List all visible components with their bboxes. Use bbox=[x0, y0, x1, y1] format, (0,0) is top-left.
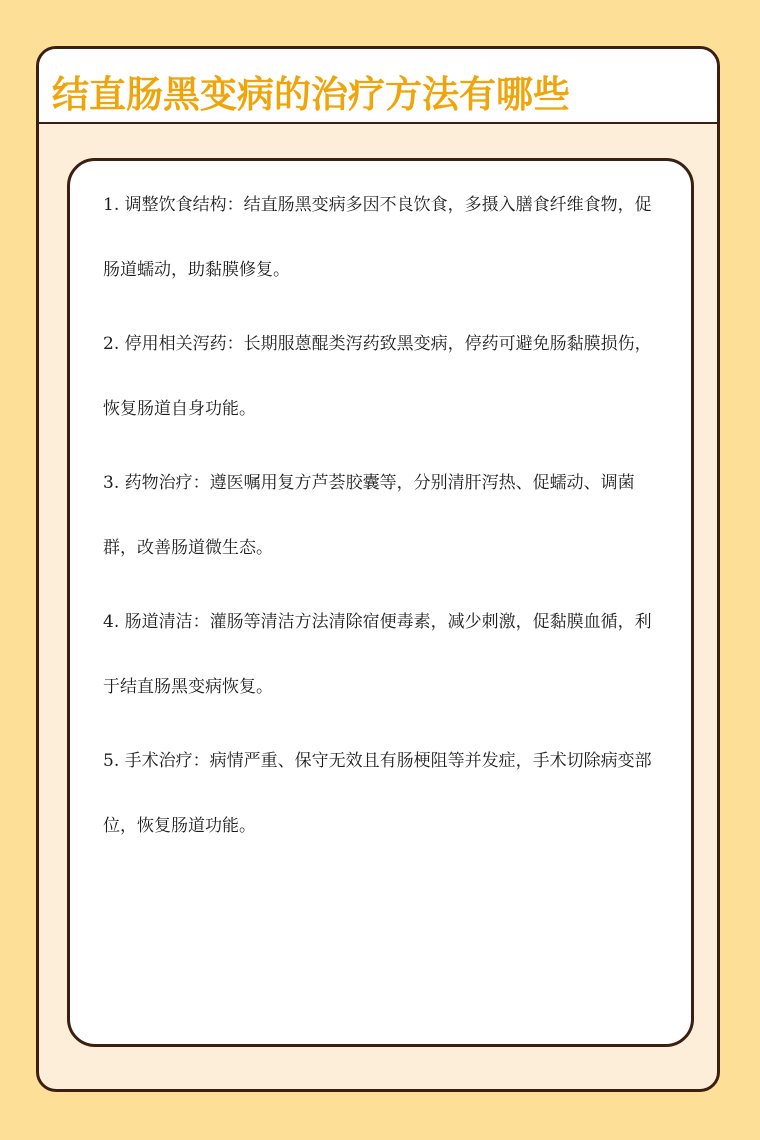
item-text: 手术治疗：病情严重、保守无效且有肠梗阻等并发症，手术切除病变部位，恢复肠道功能。 bbox=[103, 751, 652, 836]
list-item bbox=[103, 590, 663, 720]
item-number: 1. bbox=[103, 195, 125, 215]
item-number: 2. bbox=[103, 334, 125, 354]
item-text: 药物治疗：遵医嘱用复方芦荟胶囊等，分别清肝泻热、促蠕动、调菌群，改善肠道微生态。 bbox=[103, 473, 635, 558]
list-item bbox=[103, 173, 663, 303]
page-title: 结直肠黑变病的治疗方法有哪些 bbox=[52, 73, 570, 116]
item-number: 4. bbox=[103, 612, 125, 632]
list-item bbox=[103, 729, 663, 859]
list-item bbox=[103, 312, 663, 442]
item-text: 停用相关泻药：长期服蒽醌类泻药致黑变病，停药可避免肠黏膜损伤，恢复肠道自身功能。 bbox=[103, 334, 652, 419]
treatment-list bbox=[103, 173, 663, 868]
title-bar bbox=[39, 49, 717, 124]
item-number: 3. bbox=[103, 473, 125, 493]
content-card bbox=[67, 158, 694, 1047]
item-number: 5. bbox=[103, 751, 125, 771]
list-item bbox=[103, 451, 663, 581]
item-text: 调整饮食结构：结直肠黑变病多因不良饮食，多摄入膳食纤维食物，促肠道蠕动，助黏膜修复。 bbox=[103, 195, 652, 280]
item-text: 肠道清洁：灌肠等清洁方法清除宿便毒素，减少刺激，促黏膜血循，利于结直肠黑变病恢复。 bbox=[103, 612, 652, 697]
